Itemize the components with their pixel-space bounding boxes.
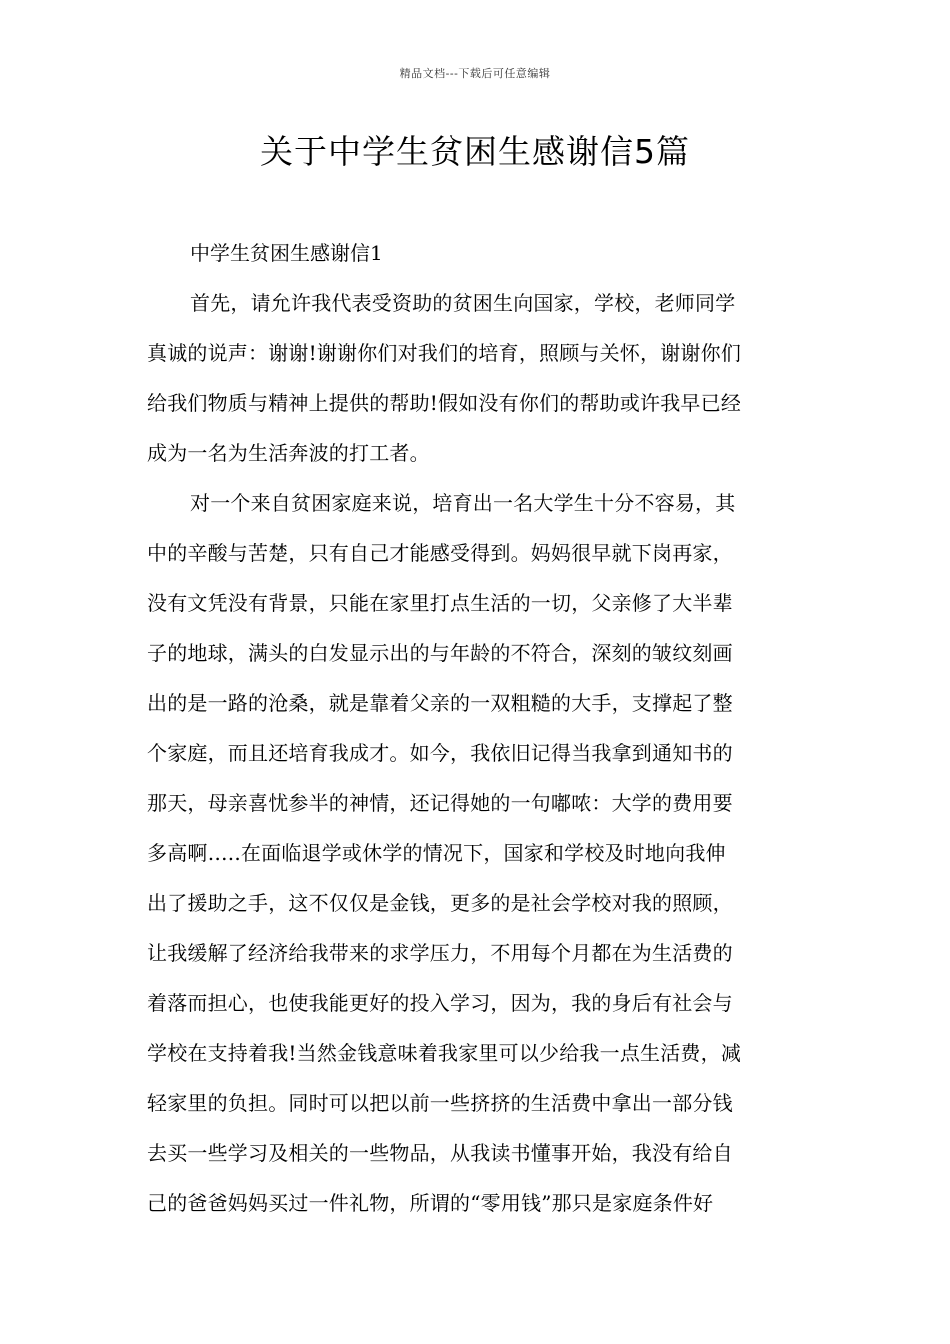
paragraph-line: 着落而担心，也使我能更好的投入学习，因为，我的身后有社会与 [147,991,733,1015]
paragraph-line: 出了援助之手，这不仅仅是金钱，更多的是社会学校对我的照顾， [147,891,733,915]
paragraph-2 [147,478,807,1228]
header-note: 精品文档---下载后可任意编辑 [399,67,551,80]
paragraph-line: 让我缓解了经济给我带来的求学压力，不用每个月都在为生活费的 [147,941,733,965]
paragraph-1 [147,278,807,478]
document-title: 关于中学生贫困生感谢信5篇 [260,132,690,171]
paragraph-line: 个家庭，而且还培育我成才。如今，我依旧记得当我拿到通知书的 [147,741,733,765]
paragraph-line: 多高啊…..在面临退学或休学的情况下，国家和学校及时地向我伸 [147,841,726,865]
paragraph-line: 那天，母亲喜忧参半的神情，还记得她的一句嘟哝：大学的费用要 [147,791,733,815]
paragraph-line: 成为一名为生活奔波的打工者。 [147,441,430,465]
paragraph-line: 子的地球，满头的白发显示出的与年龄的不符合，深刻的皱纹刻画 [147,641,733,665]
document-body [147,228,807,1228]
paragraph-line: 首先，请允许我代表受资助的贫困生向国家，学校，老师同学 [190,291,736,315]
paragraph-line: 真诚的说声：谢谢!谢谢你们对我们的培育，照顾与关怀，谢谢你们 [147,341,742,365]
paragraph-line: 学校在支持着我!当然金钱意味着我家里可以少给我一点生活费，减 [147,1041,742,1065]
paragraph-line: 中的辛酸与苦楚，只有自己才能感受得到。妈妈很早就下岗再家， [147,541,733,565]
paragraph-line: 去买一些学习及相关的一些物品，从我读书懂事开始，我没有给自 [147,1141,733,1165]
paragraph-line: 己的爸爸妈妈买过一件礼物，所谓的“零用钱”那只是家庭条件好 [147,1191,714,1215]
section-heading: 中学生贫困生感谢信1 [190,241,383,265]
paragraph-line: 轻家里的负担。同时可以把以前一些挤挤的生活费中拿出一部分钱 [147,1091,733,1115]
paragraph-line: 出的是一路的沧桑，就是靠着父亲的一双粗糙的大手，支撑起了整 [147,691,733,715]
paragraph-line: 没有文凭没有背景，只能在家里打点生活的一切，父亲修了大半辈 [147,591,733,615]
paragraph-line: 对一个来自贫困家庭来说，培育出一名大学生十分不容易，其 [190,491,736,515]
paragraph-line: 给我们物质与精神上提供的帮助!假如没有你们的帮助或许我早已经 [147,391,742,415]
